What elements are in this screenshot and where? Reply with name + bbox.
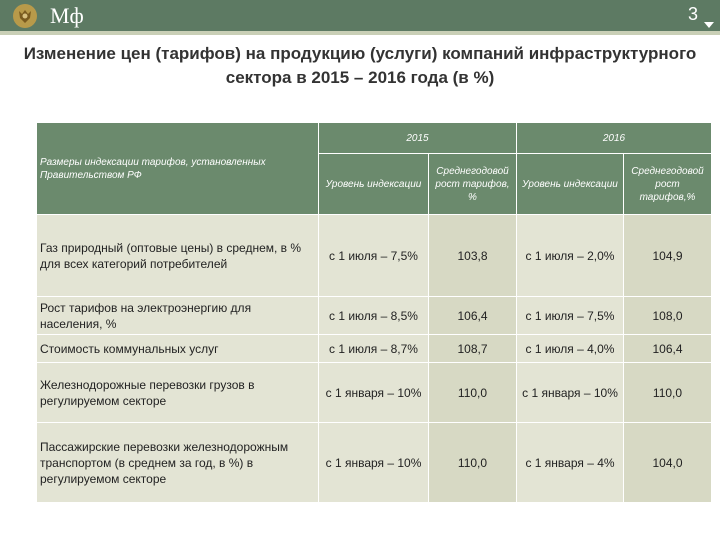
cell-indexation-2015: с 1 января – 10% <box>319 423 429 503</box>
cell-growth-2016: 106,4 <box>624 335 712 363</box>
cell-indexation-2016: с 1 июля – 2,0% <box>517 215 624 297</box>
cell-indexation-2016: с 1 июля – 4,0% <box>517 335 624 363</box>
table-row <box>37 215 712 297</box>
tariff-table <box>36 122 712 503</box>
subheader-growth-2016: Среднегодовой рост тарифов,% <box>624 154 712 215</box>
slide-title-line-2: сектора в 2015 – 2016 года (в %) <box>225 68 495 87</box>
table-row <box>37 363 712 423</box>
cell-indexation-2016: с 1 января – 10% <box>517 363 624 423</box>
cell-growth-2016: 108,0 <box>624 297 712 335</box>
subheader-growth-2015: Среднегодовой рост тарифов, % <box>429 154 517 215</box>
cell-growth-2016: 104,9 <box>624 215 712 297</box>
cell-indexation-2016: с 1 января – 4% <box>517 423 624 503</box>
header-divider <box>0 31 720 35</box>
cell-indexation-2015: с 1 июля – 8,7% <box>319 335 429 363</box>
cell-growth-2015: 103,8 <box>429 215 517 297</box>
row-label: Пассажирские перевозки железнодорожным транспортом (в среднем за год, в %) в регулируемом секторе <box>37 423 319 503</box>
cell-growth-2015: 108,7 <box>429 335 517 363</box>
triangle-down-icon <box>704 22 714 28</box>
slide-title-line-1: Изменение цен (тарифов) на продукцию (услуги) компаний инфраструктурного <box>23 44 697 63</box>
table-row <box>37 297 712 335</box>
double-headed-eagle-icon <box>12 3 38 29</box>
year-header-2016: 2016 <box>517 123 712 154</box>
row-label: Газ природный (оптовые цены) в среднем, в % для всех категорий потребителей <box>37 215 319 297</box>
ministry-logo-text: Мф <box>50 3 84 28</box>
cell-growth-2015: 110,0 <box>429 423 517 503</box>
subheader-indexation-2016: Уровень индексации <box>517 154 624 215</box>
table-row <box>37 335 712 363</box>
year-header-2015: 2015 <box>319 123 517 154</box>
cell-indexation-2015: с 1 января – 10% <box>319 363 429 423</box>
subheader-indexation-2015: Уровень индексации <box>319 154 429 215</box>
cell-growth-2016: 110,0 <box>624 363 712 423</box>
top-bar <box>0 0 720 31</box>
table-row <box>37 423 712 503</box>
corner-header: Размеры индексации тарифов, установленных Правительством РФ <box>37 123 319 215</box>
row-label: Железнодорожные перевозки грузов в регулируемом секторе <box>37 363 319 423</box>
row-label: Рост тарифов на электроэнергию для населения, % <box>37 297 319 335</box>
cell-indexation-2015: с 1 июля – 8,5% <box>319 297 429 335</box>
cell-growth-2015: 110,0 <box>429 363 517 423</box>
row-label: Стоимость коммунальных услуг <box>37 335 319 363</box>
cell-growth-2016: 104,0 <box>624 423 712 503</box>
page-number: 3 <box>687 4 698 24</box>
cell-indexation-2016: с 1 июля – 7,5% <box>517 297 624 335</box>
cell-growth-2015: 106,4 <box>429 297 517 335</box>
cell-indexation-2015: с 1 июля – 7,5% <box>319 215 429 297</box>
slide-title <box>0 42 720 90</box>
